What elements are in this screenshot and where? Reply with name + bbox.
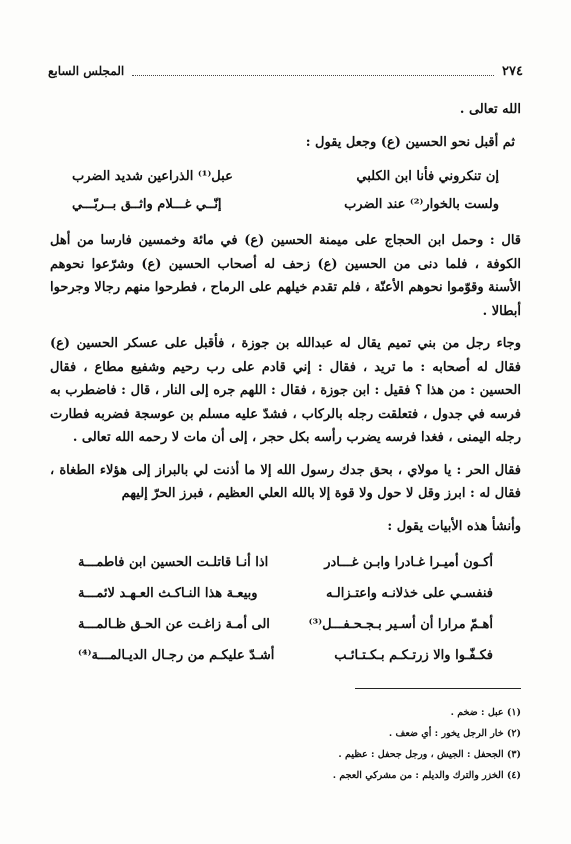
main-text — [50, 98, 521, 679]
footnote: (٣) الجحفل : الجيش ، ورجل جحفل : عظيم . — [338, 749, 521, 760]
footnote-separator — [355, 688, 521, 689]
footnote: (١) عبل : ضخم . — [450, 707, 521, 718]
section-title: المجلس السابع — [48, 64, 125, 78]
verse-second-hemistich: وبيعـة هذا النـاكـث العـهـد لائمـــة — [78, 585, 258, 601]
running-header — [48, 62, 523, 80]
verse-first-hemistich: فنفسـي على خذلانـه واعتـزالـه — [325, 585, 493, 601]
poem-block-1 — [50, 163, 521, 219]
verse-first-hemistich: إن تنكروني فأنا ابن الكلبي — [356, 169, 499, 185]
poem-verse — [50, 640, 521, 671]
poem-verse — [50, 163, 521, 191]
poem-verse — [50, 191, 521, 219]
paragraph: وجاء رجل من بني تميم يقال له عبدالله بن جوزة ، فأقبل على عسكر الحسين (ع) فقال له أصحابه : ما تريد ، فقال : إني قادم على رب رحيم وشفيع مطاع ، فقال الحسين : من هذا ؟ فقيل : ابن جوزة ، فقال : اللهم جره إلى النار ، قال : فاضطرب به فرسه في جدول ، فتعلقت رجله بالركاب ، فشدّ عليه مسلم بن عوسجة فضربه فطارت رجله اليمنى ، فغدا فرسه يضرب رأسه بكل حجر ، إلى أن مات لا رحمه الله تعالى . — [50, 336, 521, 445]
page-number: ٢٧٤ — [502, 63, 523, 79]
footnotes — [50, 702, 521, 786]
verse-first-hemistich: أكـون أميـرا غـادرا وابـن غـــادر — [324, 554, 493, 570]
verse-first-hemistich: فكـفّـوا والا زرتـكـم بـكـتـائـب — [334, 647, 493, 663]
verse-intro-line: ثم أقبل نحو الحسين (ع) وجعل يقول : — [305, 134, 515, 150]
poem-verse — [50, 609, 521, 640]
verse-second-hemistich: إنّــي غـــلام واثــق بــربّـــي — [72, 197, 222, 213]
verse-second-hemistich: عبل⁽¹⁾ الذراعين شديد الضرب — [72, 169, 233, 185]
verse-second-hemistich: اذا أنـا قاتلـت الحسين ابن فاطمـــة — [78, 554, 269, 570]
verse-second-hemistich: أشـدّ عليكـم من رجـال الديـالمـــة⁽⁴⁾ — [78, 647, 275, 663]
verse-first-hemistich: ولست بالخوار⁽²⁾ عند الضرب — [344, 197, 499, 213]
header-dotted-leader — [132, 67, 494, 76]
verse-intro-line: وأنشأ هذه الأبيات يقول : — [387, 518, 521, 534]
poem-verse — [50, 578, 521, 609]
verse-second-hemistich: الى أمـة زاغـت عن الحـق ظـالمـــة — [78, 616, 270, 632]
verse-first-hemistich: أهـمّ مرارا أن أسـير بـجـحـفـــل⁽³⁾ — [308, 616, 493, 632]
paragraph: فقال الحر : يا مولاي ، بحق جدك رسول الله إلا ما أذنت لي بالبراز إلى هؤلاء الطغاة ، فقال له : ابرز وقل لا حول ولا قوة إلا بالله العلي العظيم ، فبرز الحرّ إليهم — [50, 462, 521, 501]
footnote: (٤) الخزر والترك والديلم : من مشركي العجم . — [332, 770, 521, 781]
footnote: (٢) خار الرجل يخور : أي ضعف . — [388, 728, 521, 739]
paragraph: قال : وحمل ابن الحجاج على ميمنة الحسين (ع) في مائة وخمسين فارسا من أهل الكوفة ، فلما دنى من الحسين (ع) زحف له أصحاب الحسين (ع) وشرّعوا نحوهم الأسنة وقوّموا نحوهم الأعنّة ، فلم تقدم خيلهم على الرماح ، فطرحوا منهم رجالا وجرحوا أبطالا . — [50, 233, 521, 319]
poem-block-2 — [50, 547, 521, 671]
continuation-line: الله تعالى . — [459, 102, 521, 117]
poem-verse — [50, 547, 521, 578]
